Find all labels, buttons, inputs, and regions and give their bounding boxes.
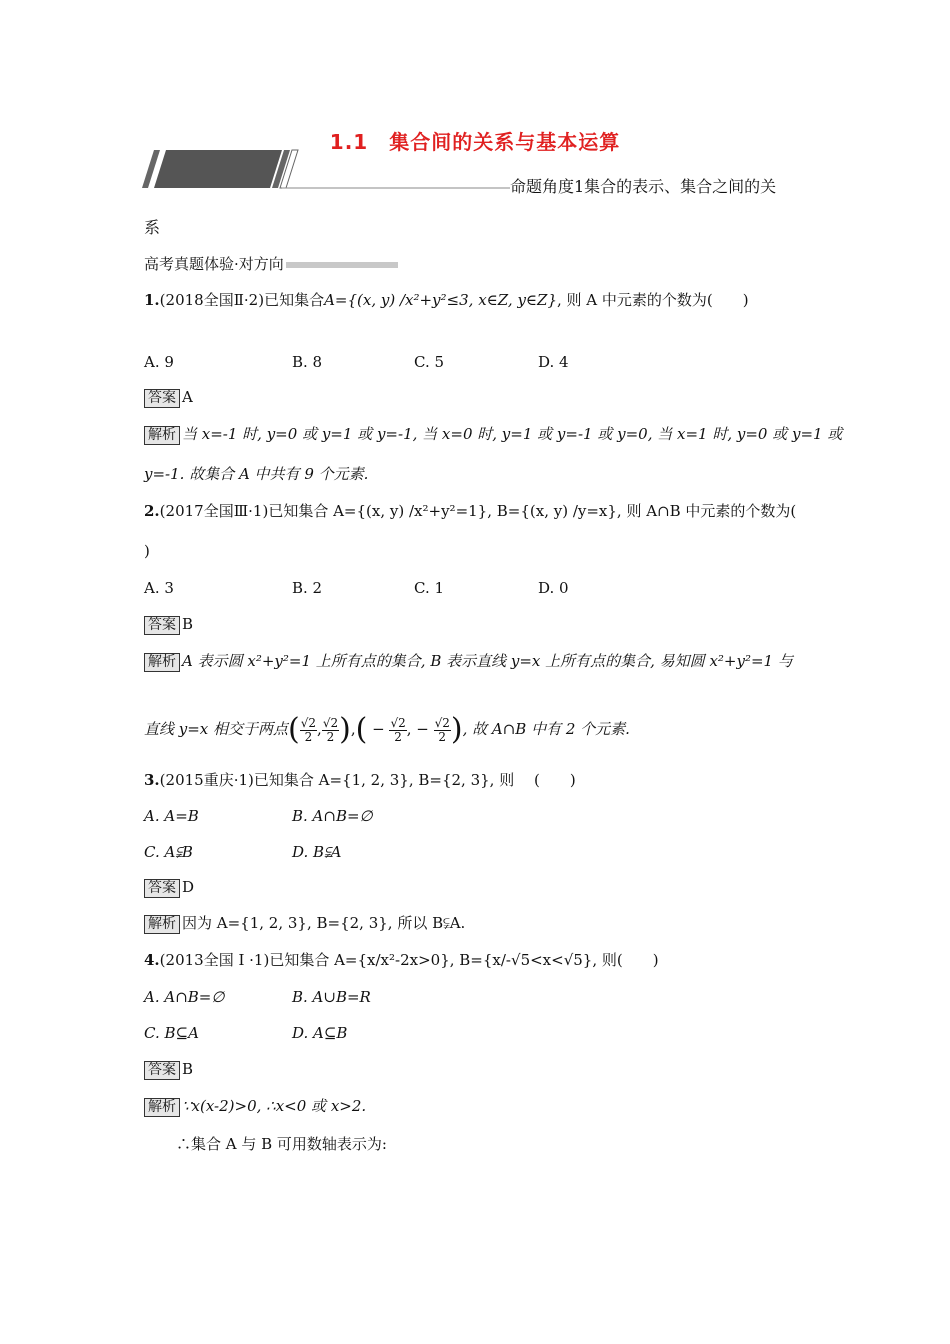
q3-number: 3.: [144, 771, 160, 789]
q4-analysis-row: [144, 1096, 366, 1117]
frac-3-den: 2: [394, 729, 402, 744]
q4-option-b: B. A∪B=R: [292, 988, 371, 1006]
q3-answer-label: 答案: [144, 879, 180, 898]
banner-topic: 命题角度1集合的表示、集合之间的关: [510, 177, 777, 196]
q4-stem: [144, 950, 659, 970]
q2-option-c: C. 1: [414, 579, 445, 597]
frac-2-num: √2: [322, 715, 339, 730]
q4-answer-row: [144, 1059, 193, 1080]
q2-analysis-label: 解析: [144, 653, 180, 672]
q3-text: 已知集合 A={1, 2, 3}, B={2, 3}, 则 ( ): [253, 771, 576, 789]
paren-close-2: ): [450, 712, 463, 747]
q1-option-c: C. 5: [414, 353, 445, 371]
q2-stem: [144, 501, 796, 521]
q2-analysis-row: [144, 651, 793, 672]
q3-answer-row: [144, 877, 194, 898]
section-heading-row: [144, 254, 398, 274]
q3-option-d: D. B⫋A: [292, 843, 342, 861]
section-heading-bar: [286, 262, 398, 268]
q2-option-b: B. 2: [292, 579, 323, 597]
frac-3: [389, 717, 406, 744]
frac-4-den: 2: [438, 729, 447, 744]
q1-option-a: A. 9: [144, 353, 174, 371]
q4-analysis-label: 解析: [144, 1098, 180, 1117]
q1-option-d: D. 4: [538, 353, 569, 371]
frac-1-den: 2: [304, 729, 313, 744]
q2-text: 已知集合 A={(x, y) /x²+y²=1}, B={(x, y) /y=x}, 则 A∩B 中元素的个数为(: [268, 502, 797, 520]
q1-source: (2018全国Ⅱ·2): [159, 291, 265, 309]
q2-text-continued: ): [144, 542, 150, 560]
q3-analysis-label: 解析: [144, 915, 180, 934]
q4-number: 4.: [144, 951, 160, 969]
q1-analysis-row: [144, 424, 842, 445]
q3-analysis: 因为 A={1, 2, 3}, B={2, 3}, 所以 B⫋A.: [182, 914, 466, 932]
q2-analysis-1: A 表示圆 x²+y²=1 上所有点的集合, B 表示直线 y=x 上所有点的集合, 易知圆 x²+y²=1 与: [182, 652, 793, 670]
banner-graphic: [140, 148, 510, 190]
q3-source: (2015重庆·1): [159, 771, 254, 789]
q4-text: 已知集合 A={x/x²-2x>0}, B={x/-√5<x<√5}, 则( ): [269, 951, 659, 969]
q4-answer-label: 答案: [144, 1061, 180, 1080]
q1-number: 1.: [144, 291, 160, 309]
q2-option-a: A. 3: [144, 579, 174, 597]
q1-set: A={(x, y) /x²+y²≤3, x∈Z, y∈Z}: [324, 291, 557, 309]
frac-4: [434, 717, 451, 744]
frac-2-den: 2: [326, 729, 335, 744]
q4-analysis-continued: ∴集合 A 与 B 可用数轴表示为:: [176, 1135, 387, 1153]
q3-option-c: C. A⫋B: [144, 843, 193, 861]
frac-3-num: √2: [390, 715, 406, 730]
q4-option-a: A. A∩B=∅: [144, 988, 225, 1006]
section-heading: 高考真题体验·对方向: [144, 255, 284, 273]
banner-block: [154, 150, 282, 188]
q2-analysis-2a: 直线 y=x 相交于两点: [144, 720, 289, 738]
q4-option-c: C. B⊆A: [144, 1024, 199, 1042]
q3-option-b: B. A∩B=∅: [292, 807, 373, 825]
q1-text-a: 已知集合: [264, 291, 325, 309]
paren-open-2: (: [355, 712, 368, 747]
q2-answer: B: [182, 615, 194, 633]
q4-answer: B: [182, 1060, 194, 1078]
q3-stem: [144, 770, 576, 790]
q4-source: (2013全国 Ⅰ ·1): [159, 951, 270, 969]
q2-analysis-2-row: 直线 y=x 相交于两点( $\frac{√2}{2}$ , $\frac{√2}{2}$ ),( − $\frac{√2}{2}$ , − $\frac{√2}{2}$ ), 故 A∩B 中有 2 个元素.: [144, 712, 630, 747]
q1-analysis-2: y=-1. 故集合 A 中共有 9 个元素.: [144, 465, 369, 483]
paren-close: ): [339, 712, 351, 747]
frac-1-num: √2: [300, 715, 317, 730]
banner-topic-continued: 系: [144, 218, 161, 237]
q4-option-d: D. A⊆B: [292, 1024, 348, 1042]
q1-stem: [144, 290, 749, 310]
q1-analysis-1: 当 x=-1 时, y=0 或 y=1 或 y=-1, 当 x=0 时, y=1 或 y=-1 或 y=0, 当 x=1 时, y=0 或 y=1 或: [182, 425, 843, 443]
frac-4-num: √2: [434, 715, 450, 730]
q3-answer: D: [182, 878, 195, 896]
page-title: 1.1 集合间的关系与基本运算: [329, 130, 621, 154]
q3-option-a: A. A=B: [144, 807, 199, 825]
q2-source: (2017全国Ⅲ·1): [159, 502, 269, 520]
q1-answer-row: [144, 387, 193, 408]
q2-answer-label: 答案: [144, 616, 180, 635]
q1-analysis-label: 解析: [144, 426, 180, 445]
q1-answer: A: [182, 388, 193, 406]
frac-1: [300, 717, 317, 744]
q3-analysis-row: [144, 913, 465, 934]
q4-analysis: ∵x(x-2)>0, ∴x<0 或 x>2.: [182, 1097, 367, 1115]
q1-answer-label: 答案: [144, 389, 180, 408]
frac-2: [322, 717, 339, 744]
q2-option-d: D. 0: [538, 579, 569, 597]
q1-option-b: B. 8: [292, 353, 323, 371]
q2-analysis-2b: , 故 A∩B 中有 2 个元素.: [462, 720, 630, 738]
q2-answer-row: [144, 614, 193, 635]
paren-open: (: [288, 712, 300, 747]
q2-number: 2.: [144, 502, 160, 520]
q1-text-b: , 则 A 中元素的个数为( ): [557, 291, 749, 309]
